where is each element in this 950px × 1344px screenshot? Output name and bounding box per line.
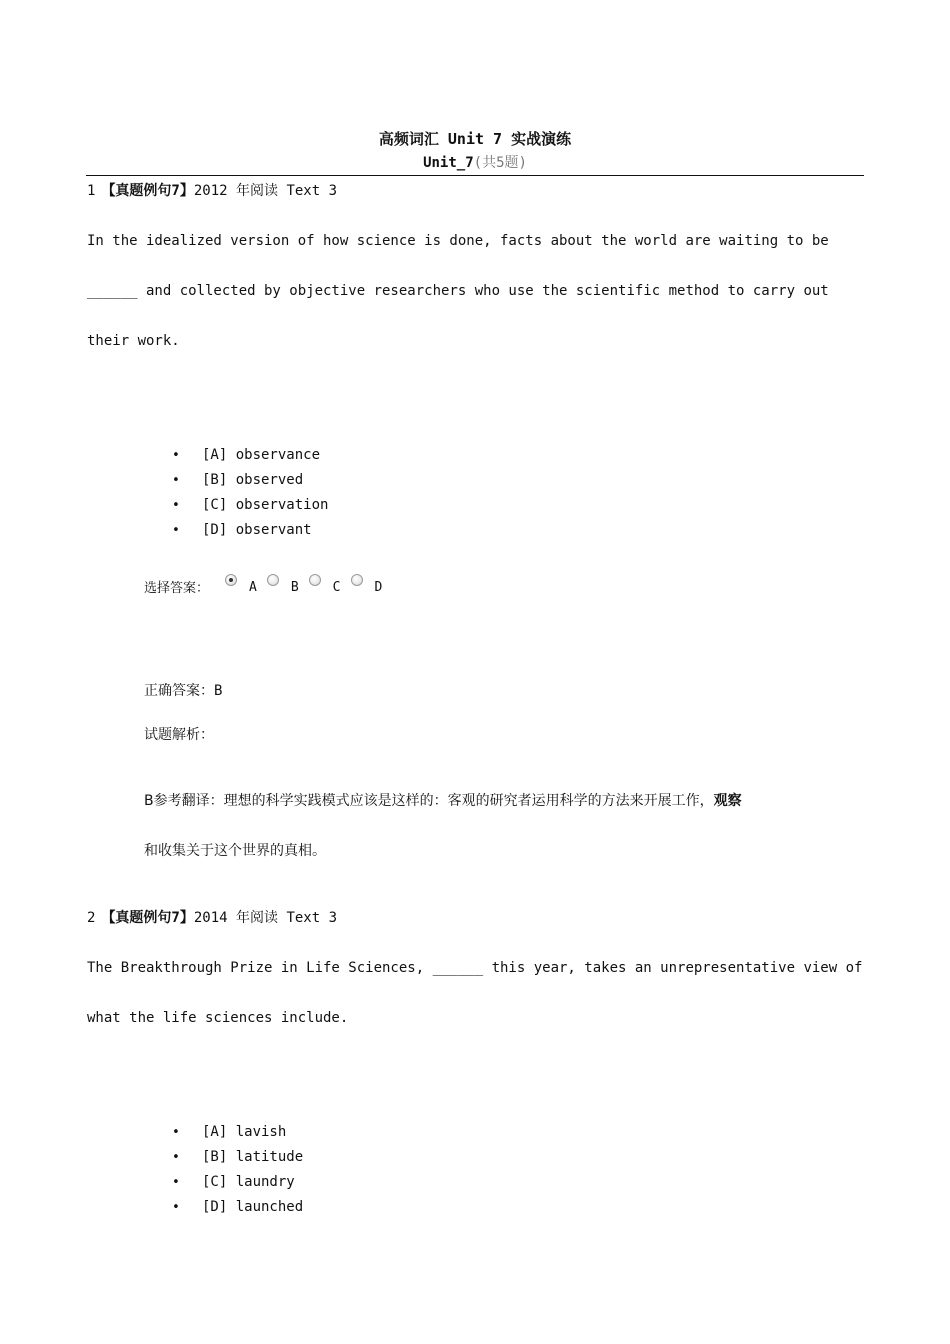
question-2-header	[87, 908, 337, 928]
question-1-options	[170, 443, 328, 543]
answer-selector	[144, 572, 392, 596]
choice-d[interactable]	[351, 580, 383, 596]
option-text: [B] observed	[202, 472, 304, 488]
choice-b[interactable]	[267, 580, 299, 596]
question-2-stem-line-1: The Breakthrough Prize in Life Sciences, ______ this year, takes an unrepresentative view of	[87, 960, 863, 976]
question-source: 2012 年阅读 Text 3	[193, 183, 338, 199]
question-number: 2	[87, 910, 96, 926]
question-1-stem-line-1: In the idealized version of how science is done, facts about the world are waiting to be	[87, 233, 829, 249]
option-text: [D] observant	[202, 522, 312, 538]
option-item	[170, 518, 328, 543]
correct-label: 正确答案：	[144, 683, 214, 699]
question-number: 1	[87, 183, 96, 199]
question-2-stem-line-2: what the life sciences include.	[87, 1010, 349, 1026]
option-item	[170, 443, 328, 468]
explanation-line-1	[144, 791, 742, 811]
question-source: 2014 年阅读 Text 3	[193, 910, 338, 926]
choice-c[interactable]	[309, 580, 341, 596]
bullet-icon: •	[172, 1200, 180, 1215]
option-text: [D] launched	[202, 1199, 304, 1215]
question-tag: 【真题例句7】	[101, 183, 194, 199]
bullet-icon: •	[172, 1150, 180, 1165]
title-divider	[86, 175, 864, 176]
unit-label: Unit_7	[423, 155, 474, 171]
radio-d-icon[interactable]	[351, 574, 363, 586]
question-count: (共5题)	[473, 155, 527, 171]
option-text: [B] latitude	[202, 1149, 304, 1165]
explanation-keyword: 观察	[713, 793, 742, 809]
choice-letter: D	[374, 580, 383, 595]
choice-letter: B	[290, 580, 299, 595]
option-item	[170, 493, 328, 518]
bullet-icon: •	[172, 1125, 180, 1140]
correct-value: B	[214, 683, 223, 699]
option-item	[170, 1120, 303, 1145]
analysis-label: 试题解析：	[144, 727, 214, 743]
option-text: [C] laundry	[202, 1174, 295, 1190]
question-tag: 【真题例句7】	[101, 910, 194, 926]
question-1-stem-line-2: ______ and collected by objective researchers who use the scientific method to carry out	[87, 283, 829, 299]
answer-prompt: 选择答案：	[144, 581, 210, 596]
choice-letter: A	[249, 580, 257, 595]
question-2-options	[170, 1120, 303, 1220]
explanation-line-2: 和收集关于这个世界的真相。	[144, 843, 326, 859]
page-title: 高频词汇 Unit 7 实战演练	[378, 130, 572, 148]
option-item	[170, 1170, 303, 1195]
choice-letter: C	[332, 580, 341, 595]
choice-a[interactable]	[225, 580, 257, 596]
correct-answer	[144, 681, 222, 701]
radio-b-icon[interactable]	[267, 574, 279, 586]
radio-a-icon[interactable]	[225, 574, 237, 586]
option-text: [C] observation	[202, 497, 329, 513]
bullet-icon: •	[172, 473, 180, 488]
option-item	[170, 1195, 303, 1220]
option-text: [A] lavish	[202, 1124, 287, 1140]
option-text: [A] observance	[202, 447, 321, 463]
bullet-icon: •	[172, 1175, 180, 1190]
bullet-icon: •	[172, 498, 180, 513]
option-item	[170, 468, 328, 493]
bullet-icon: •	[172, 523, 180, 538]
question-1-header	[87, 181, 337, 201]
bullet-icon: •	[172, 448, 180, 463]
radio-c-icon[interactable]	[309, 574, 321, 586]
explanation-text: B参考翻译：理想的科学实践模式应该是这样的：客观的研究者运用科学的方法来开展工作，	[144, 793, 714, 809]
page-subtitle	[0, 153, 950, 173]
option-item	[170, 1145, 303, 1170]
question-1-stem-line-3: their work.	[87, 333, 180, 349]
